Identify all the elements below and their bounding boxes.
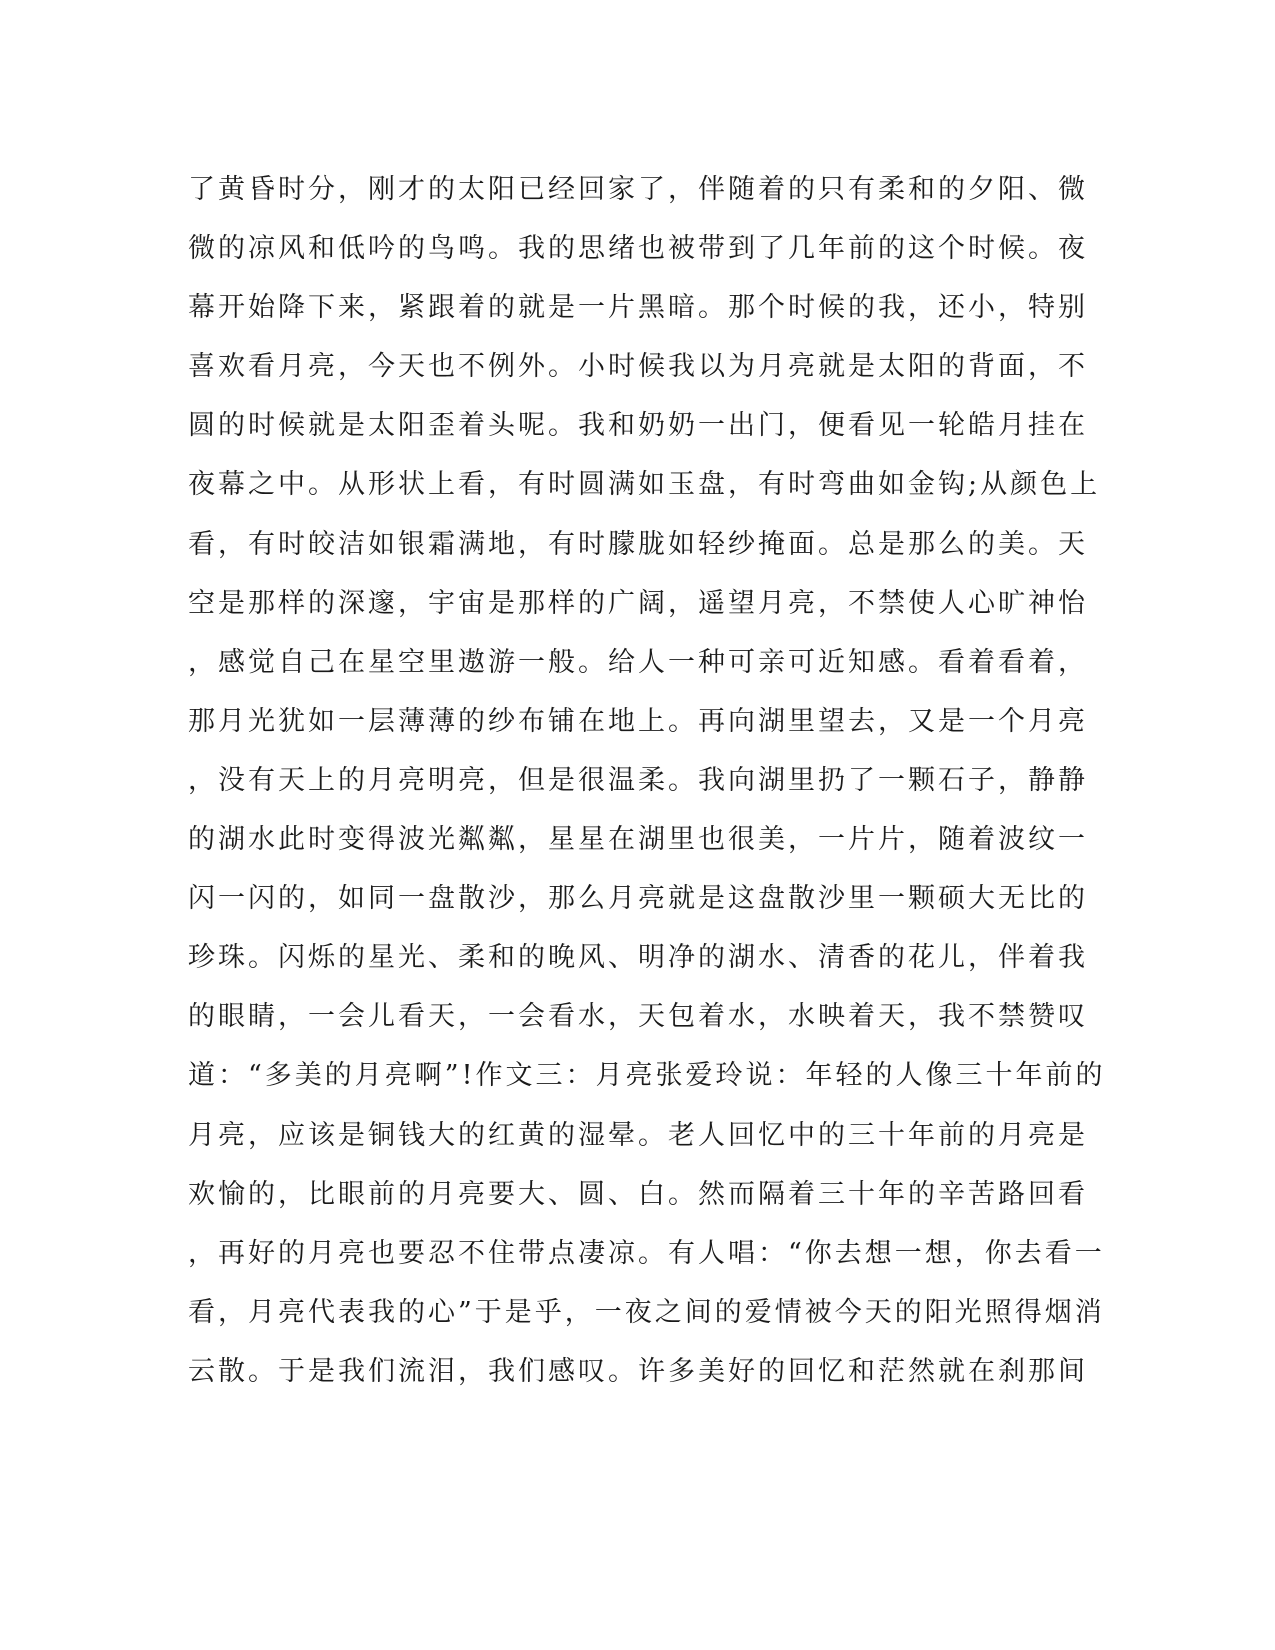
text-line: 幕开始降下来，紧跟着的就是一片黑暗。那个时候的我，还小，特别 [188, 292, 1088, 324]
text-line: 月亮，应该是铜钱大的红黄的湿晕。老人回忆中的三十年前的月亮是 [188, 1119, 1088, 1151]
text-line: 喜欢看月亮，今天也不例外。小时候我以为月亮就是太阳的背面，不 [188, 351, 1088, 383]
text-line: ，没有天上的月亮明亮，但是很温柔。我向湖里扔了一颗石子，静静 [188, 764, 1088, 796]
body-text [188, 160, 1106, 1401]
text-line: 珍珠。闪烁的星光、柔和的晚风、明净的湖水、清香的花儿，伴着我 [188, 942, 1088, 974]
text-line: 看，月亮代表我的心”于是乎，一夜之间的爱情被今天的阳光照得烟消 [188, 1296, 1105, 1328]
text-line: 夜幕之中。从形状上看，有时圆满如玉盘，有时弯曲如金钩;从颜色上 [188, 469, 1101, 501]
text-line: 的眼睛，一会儿看天，一会看水，天包着水，水映着天，我不禁赞叹 [188, 1001, 1088, 1033]
text-line: 的湖水此时变得波光粼粼，星星在湖里也很美，一片片，随着波纹一 [188, 824, 1088, 856]
text-line: 云散。于是我们流泪，我们感叹。许多美好的回忆和茫然就在刹那间 [188, 1355, 1088, 1387]
text-line: 了黄昏时分，刚才的太阳已经回家了，伴随着的只有柔和的夕阳、微 [188, 174, 1088, 205]
text-line: 那月光犹如一层薄薄的纱布铺在地上。再向湖里望去，又是一个月亮 [188, 705, 1088, 737]
text-line: 圆的时候就是太阳歪着头呢。我和奶奶一出门，便看见一轮皓月挂在 [188, 410, 1088, 442]
text-line: 微的凉风和低吟的鸟鸣。我的思绪也被带到了几年前的这个时候。夜 [188, 233, 1088, 265]
text-line: 道：“多美的月亮啊”!作文三：月亮张爱玲说：年轻的人像三十年前的 [188, 1060, 1106, 1092]
text-line: 欢愉的，比眼前的月亮要大、圆、白。然而隔着三十年的辛苦路回看 [188, 1178, 1088, 1210]
text-line: ，感觉自己在星空里遨游一般。给人一种可亲可近知感。看着看着， [188, 646, 1088, 678]
text-line: 看，有时皎洁如银霜满地，有时朦胧如轻纱掩面。总是那么的美。天 [188, 528, 1088, 560]
text-line: 空是那样的深邃，宇宙是那样的广阔，遥望月亮，不禁使人心旷神怡 [188, 587, 1088, 619]
text-line: 闪一闪的，如同一盘散沙，那么月亮就是这盘散沙里一颗硕大无比的 [188, 883, 1088, 915]
text-line: ，再好的月亮也要忍不住带点凄凉。有人唱：“你去想一想，你去看一 [188, 1237, 1105, 1269]
